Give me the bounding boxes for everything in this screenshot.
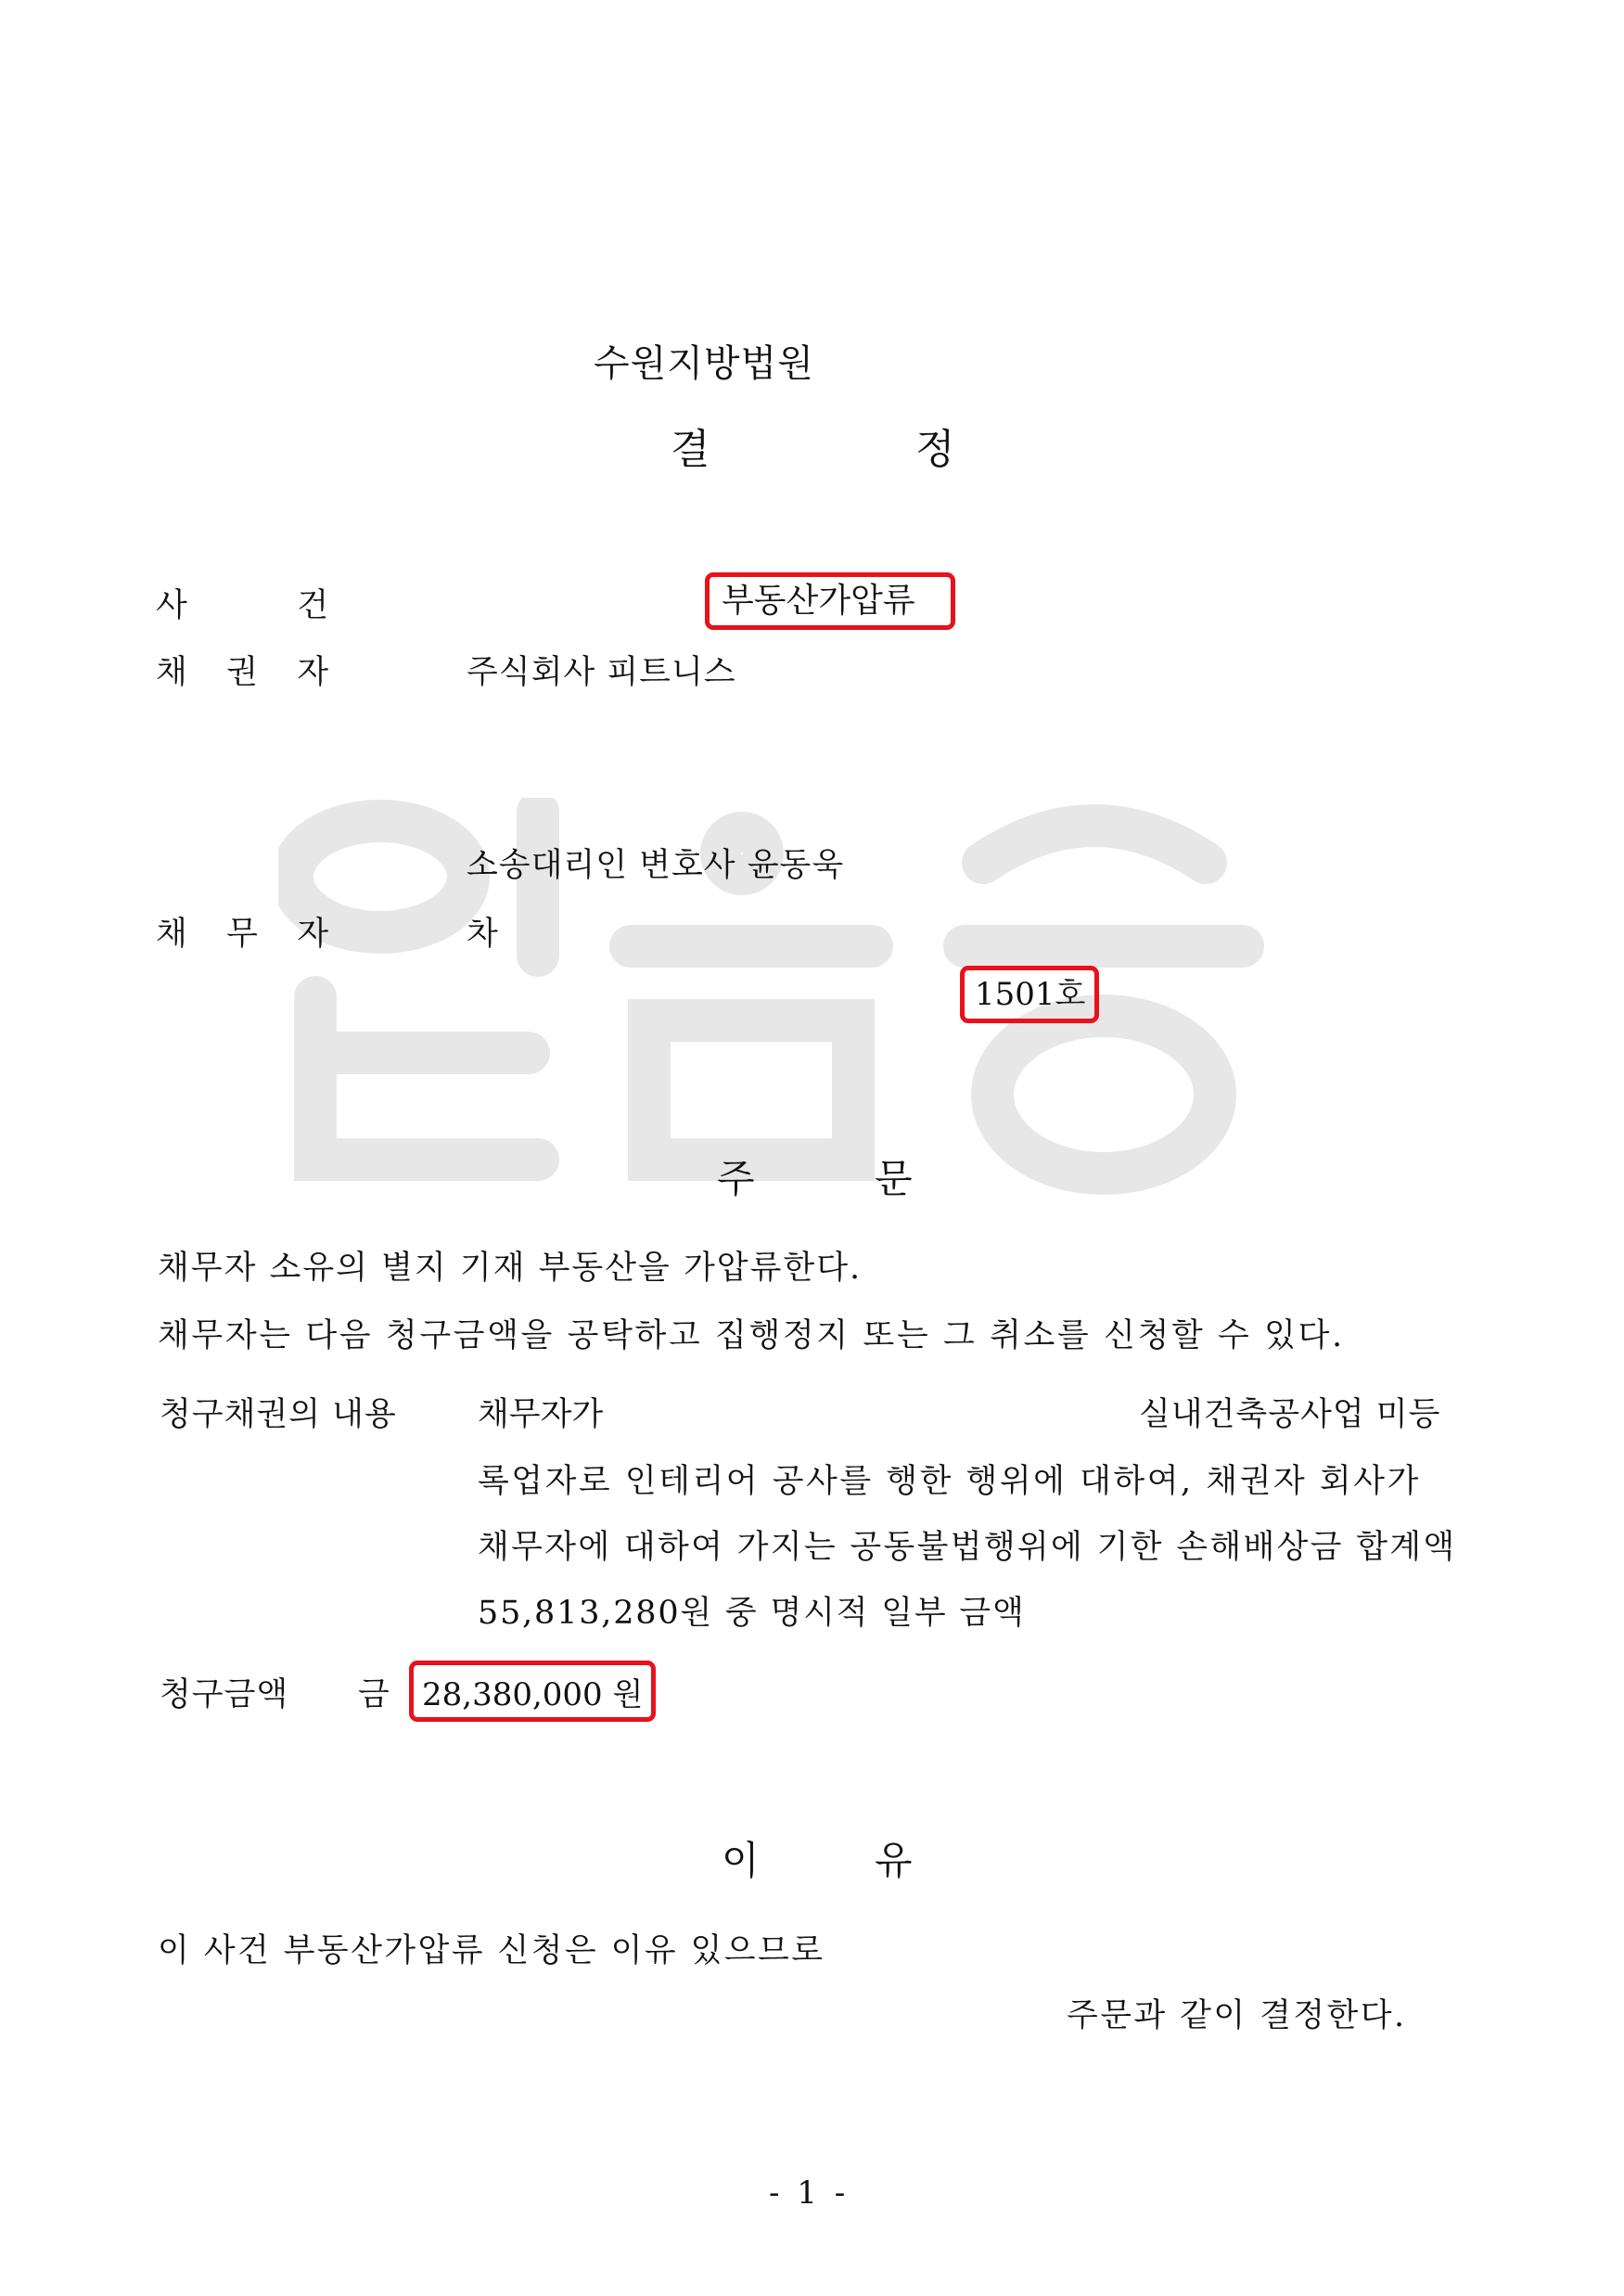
court-name: 수원지방법원 <box>594 342 814 385</box>
case-label-char-1: 사 <box>156 587 187 624</box>
claim-line-1-right: 실내건축공사업 미등 <box>1139 1396 1441 1433</box>
reason-heading-right: 유 <box>875 1838 913 1883</box>
debtor-label-char-2: 무 <box>226 916 258 953</box>
amount-prefix: 금 <box>358 1676 390 1713</box>
order-heading-right: 문 <box>875 1156 913 1201</box>
case-value: 부동산가압류 <box>722 582 915 620</box>
claim-line-3: 채무자에 대하여 가지는 공동불법행위에 기한 손해배상금 합계액 <box>478 1529 1457 1566</box>
case-label-char-2: 건 <box>297 587 328 624</box>
creditor-label-char-2: 권 <box>226 654 258 691</box>
agent-value: 소송대리인 변호사 윤동욱 <box>467 847 845 884</box>
unit-value: 1501호 <box>975 976 1086 1013</box>
page-number: - 1 - <box>769 2174 850 2212</box>
case-label <box>156 587 328 624</box>
order-heading-left: 주 <box>717 1156 755 1201</box>
claim-line-2: 록업자로 인테리어 공사를 행한 행위에 대하여, 채권자 회사가 <box>478 1463 1421 1500</box>
debtor-value: 차 <box>467 916 498 953</box>
creditor-label-char-1: 채 <box>156 654 187 691</box>
order-line-1: 채무자 소유의 별지 기재 부동산을 가압류한다. <box>158 1250 863 1287</box>
claim-label: 청구채권의 내용 <box>160 1396 397 1433</box>
doc-type-left: 결 <box>671 426 710 473</box>
debtor-label-char-3: 자 <box>297 916 328 953</box>
reason-line-2: 주문과 같이 결정한다. <box>1067 1997 1407 2034</box>
amount-label: 청구금액 <box>160 1676 289 1713</box>
claim-line-1-left: 채무자가 <box>478 1396 604 1433</box>
order-line-2: 채무자는 다음 청구금액을 공탁하고 집행정지 또는 그 취소를 신청할 수 있다. <box>158 1317 1345 1354</box>
debtor-label <box>156 918 328 951</box>
creditor-label-char-3: 자 <box>297 654 328 691</box>
debtor-label-char-1: 채 <box>156 916 187 953</box>
reason-line-1: 이 사건 부동산가압류 신청은 이유 있으므로 <box>158 1932 825 1969</box>
doc-type-right: 정 <box>915 426 955 473</box>
creditor-label <box>156 654 328 691</box>
amount-value: 28,380,000 원 <box>422 1676 644 1713</box>
reason-heading-left: 이 <box>722 1838 760 1883</box>
claim-line-4: 55,813,280원 중 명시적 일부 금액 <box>478 1595 1026 1632</box>
creditor-value: 주식회사 피트니스 <box>467 654 736 691</box>
